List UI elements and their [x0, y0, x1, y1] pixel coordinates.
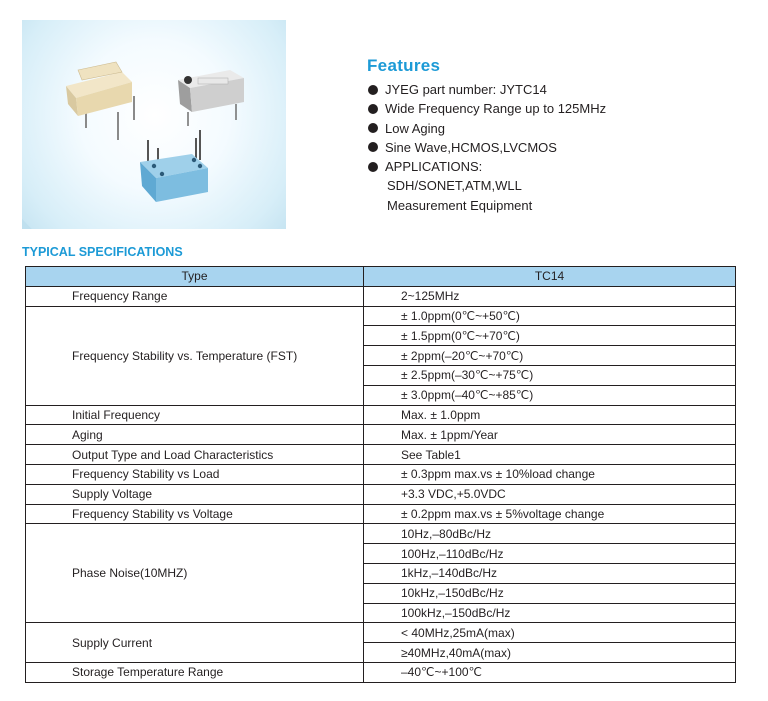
value-cell: Max. ± 1.0ppm [364, 405, 736, 425]
value-cell: –40℃~+100℃ [364, 662, 736, 682]
application-item: SDH/SONET,ATM,WLL [387, 178, 522, 194]
features-section [367, 56, 606, 215]
param-cell: Frequency Range [26, 286, 364, 306]
value-cell: 1kHz,–140dBc/Hz [364, 563, 736, 583]
param-cell: Frequency Stability vs Load [26, 464, 364, 484]
feature-item: APPLICATIONS: [367, 157, 606, 176]
value-cell: Max. ± 1ppm/Year [364, 425, 736, 445]
value-cell: ± 2.5ppm(–30℃~+75℃) [364, 365, 736, 385]
value-cell: 10Hz,–80dBc/Hz [364, 524, 736, 544]
metal-oscillator-image [178, 70, 244, 126]
value-cell: ± 1.5ppm(0℃~+70℃) [364, 326, 736, 346]
features-title: Features [367, 56, 441, 75]
param-cell: Supply Voltage [26, 484, 364, 504]
table-row [26, 662, 736, 682]
header-model: TC14 [364, 267, 736, 287]
table-row [26, 405, 736, 425]
param-cell: Initial Frequency [26, 405, 364, 425]
param-cell: Output Type and Load Characteristics [26, 445, 364, 465]
table-row [26, 286, 736, 306]
value-cell: +3.3 VDC,+5.0VDC [364, 484, 736, 504]
table-row [26, 524, 736, 544]
value-cell: ± 0.3ppm max.vs ± 10%load change [364, 464, 736, 484]
table-row [26, 464, 736, 484]
header-type: Type [26, 267, 364, 287]
param-cell: Phase Noise(10MHZ) [26, 524, 364, 623]
table-row [26, 445, 736, 465]
features-list [367, 80, 606, 176]
feature-item: Low Aging [367, 119, 606, 138]
param-cell: Supply Current [26, 623, 364, 663]
value-cell: 2~125MHz [364, 286, 736, 306]
table-header-row [26, 267, 736, 287]
table-row [26, 306, 736, 326]
specifications-title: TYPICAL SPECIFICATIONS [22, 245, 183, 259]
value-cell: 100Hz,–110dBc/Hz [364, 544, 736, 564]
value-cell: ± 0.2ppm max.vs ± 5%voltage change [364, 504, 736, 524]
value-cell: < 40MHz,25mA(max) [364, 623, 736, 643]
cream-oscillator-image [66, 62, 134, 140]
param-cell: Storage Temperature Range [26, 662, 364, 682]
feature-item: JYEG part number: JYTC14 [367, 80, 606, 99]
value-cell: ± 2ppm(–20℃~+70℃) [364, 346, 736, 366]
feature-item: Wide Frequency Range up to 125MHz [367, 99, 606, 118]
value-cell: ± 3.0ppm(–40℃~+85℃) [364, 385, 736, 405]
feature-item: Sine Wave,HCMOS,LVCMOS [367, 138, 606, 157]
table-row [26, 623, 736, 643]
param-cell: Frequency Stability vs. Temperature (FST) [26, 306, 364, 405]
value-cell: ≥40MHz,40mA(max) [364, 643, 736, 663]
param-cell: Aging [26, 425, 364, 445]
param-cell: Frequency Stability vs Voltage [26, 504, 364, 524]
value-cell: 100kHz,–150dBc/Hz [364, 603, 736, 623]
oscillator-product-photo [22, 20, 286, 229]
value-cell: See Table1 [364, 445, 736, 465]
application-item: Measurement Equipment [387, 197, 533, 213]
blue-oscillator-image [140, 130, 208, 202]
value-cell: 10kHz,–150dBc/Hz [364, 583, 736, 603]
table-row [26, 484, 736, 504]
specifications-table [25, 266, 736, 683]
table-row [26, 425, 736, 445]
value-cell: ± 1.0ppm(0℃~+50℃) [364, 306, 736, 326]
table-row [26, 504, 736, 524]
